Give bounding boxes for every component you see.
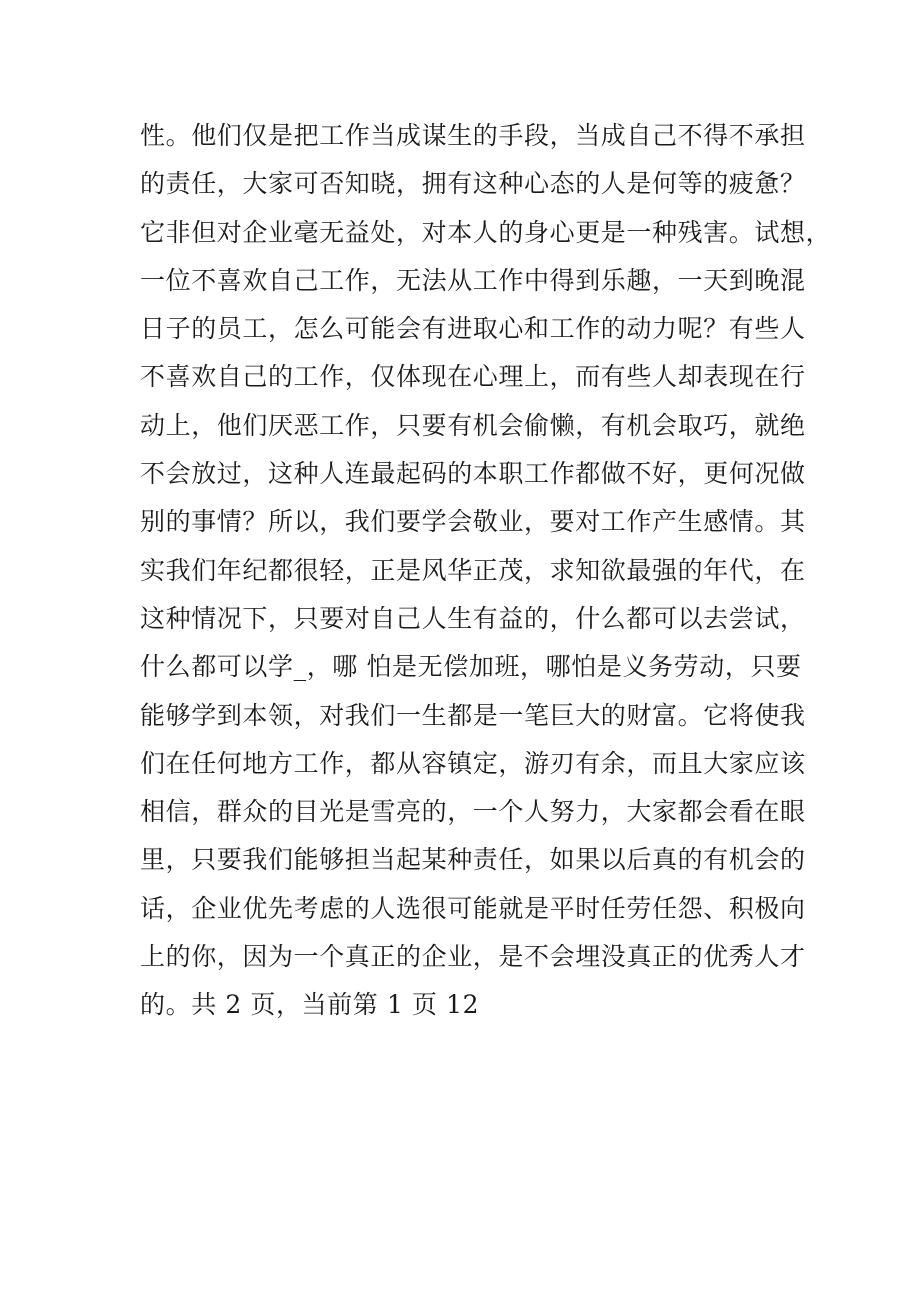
body-text: [140, 112, 832, 1030]
text-line: 不会放过，这种人连最起码的本职工作都做不好，更何况做: [140, 459, 806, 489]
text-line: 别的事情？所以，我们要学会敬业，要对工作产生感情。其: [140, 507, 806, 537]
text-line: 不喜欢自己的工作，仅体现在心理上，而有些人却表现在行: [140, 362, 806, 392]
text-line: 相信，群众的目光是雪亮的，一个人努力，大家都会看在眼: [140, 797, 806, 827]
text-line: 动上，他们厌恶工作，只要有机会偷懒，有机会取巧，就绝: [140, 410, 806, 440]
text-line: 话，企业优先考虑的人选很可能就是平时任劳任怨、积极向: [140, 893, 806, 923]
text-line: 性。他们仅是把工作当成谋生的手段，当成自己不得不承担: [140, 121, 806, 150]
text-line: 上的你，因为一个真正的企业，是不会埋没真正的优秀人才: [140, 942, 806, 972]
page-indicator-line: 的。共 2 页，当前第 1 页 12: [140, 990, 480, 1020]
text-line: 什么都可以学_，哪 怕是无偿加班，哪怕是义务劳动，只要: [140, 652, 802, 682]
text-line: 这种情况下，只要对自己人生有益的，什么都可以去尝试，: [140, 603, 806, 633]
text-line: 里，只要我们能够担当起某种责任，如果以后真的有机会的: [140, 845, 806, 875]
text-line: 它非但对企业毫无益处，对本人的身心更是一种残害。试想，: [140, 217, 832, 247]
text-line: 日子的员工，怎么可能会有进取心和工作的动力呢？有些人: [140, 314, 806, 344]
text-line: 能够学到本领，对我们一生都是一笔巨大的财富。它将使我: [140, 700, 806, 730]
text-line: 的责任，大家可否知晓，拥有这种心态的人是何等的疲惫？: [140, 169, 806, 199]
text-line: 实我们年纪都很轻，正是风华正茂，求知欲最强的年代，在: [140, 555, 806, 585]
text-line: 一位不喜欢自己工作，无法从工作中得到乐趣，一天到晚混: [140, 265, 806, 295]
text-line: 们在任何地方工作，都从容镇定，游刃有余，而且大家应该: [140, 748, 806, 778]
